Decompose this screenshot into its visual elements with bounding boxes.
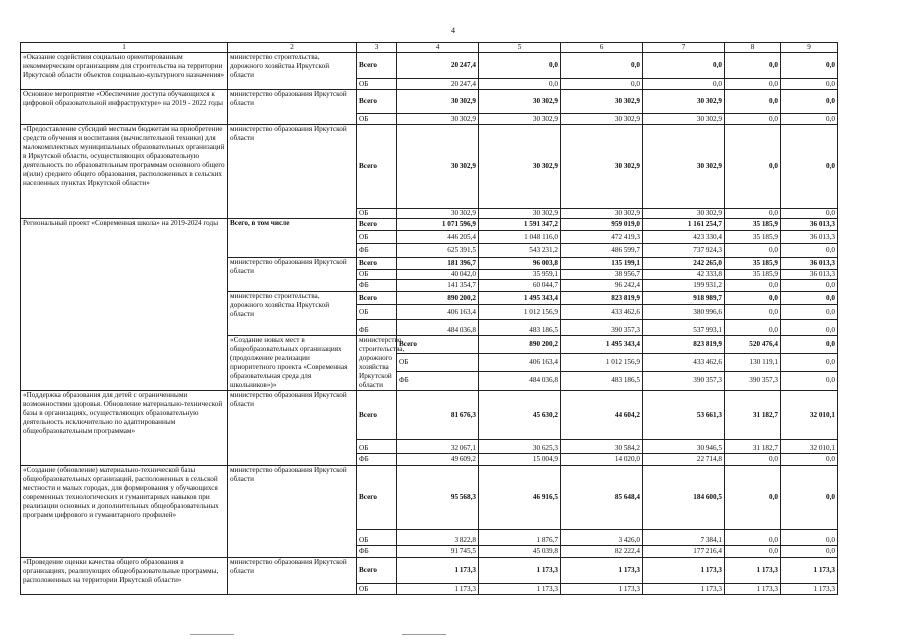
value-cell: 406 163,4	[479, 353, 561, 371]
executor-cell: министерство образования Иркутской области	[228, 258, 357, 292]
value-cell: 30 302,9	[643, 209, 725, 219]
value-cell: 1 173,3	[397, 558, 479, 584]
value-cell: 81 676,3	[397, 391, 479, 440]
value-cell: 130 119,1	[725, 353, 781, 371]
value-cell: 96 003,8	[479, 258, 561, 270]
column-header: 4	[397, 43, 479, 53]
funding-source-cell: ОБ	[357, 584, 397, 595]
value-cell: 918 989,7	[643, 292, 725, 305]
value-cell: 3 822,8	[397, 530, 479, 546]
funding-source-cell: Всего	[397, 336, 479, 354]
value-cell: 625 391,5	[397, 244, 479, 258]
value-cell: 390 357,3	[561, 320, 643, 336]
value-cell: 32 067,1	[397, 440, 479, 454]
value-cell: 184 600,5	[643, 466, 725, 530]
value-cell: 31 182,7	[725, 440, 781, 454]
value-cell: 35 185,9	[725, 270, 781, 280]
value-cell: 0,0	[781, 90, 838, 114]
funding-source-cell: ОБ	[357, 114, 397, 125]
value-cell: 1 591 347,2	[479, 219, 561, 231]
value-cell: 30 302,9	[397, 209, 479, 219]
measure-name-cell: «Поддержка образования для детей с ограниченными возможностями здоровья. Обновление материально-технической базы в организациях, осуществляющих образовательную деятельность исключительно по адаптированным общеобразовательным программам»	[21, 391, 228, 466]
column-header: 1	[21, 43, 228, 53]
value-cell: 1 012 156,9	[479, 305, 561, 320]
funding-source-cell: Всего	[357, 466, 397, 530]
funding-source-cell: Всего	[357, 219, 397, 231]
table-row	[21, 53, 838, 79]
value-cell: 20 247,4	[397, 53, 479, 79]
value-cell: 390 357,3	[643, 371, 725, 390]
value-cell: 32 010,1	[781, 440, 838, 454]
funding-source-cell: Всего	[357, 258, 397, 270]
value-cell: 0,0	[781, 114, 838, 125]
value-cell: 1 173,3	[725, 584, 781, 595]
value-cell: 20 247,4	[397, 79, 479, 90]
value-cell: 1 173,3	[479, 558, 561, 584]
value-cell: 0,0	[725, 90, 781, 114]
value-cell: 0,0	[781, 371, 838, 390]
value-cell: 0,0	[781, 125, 838, 209]
value-cell: 35 959,1	[479, 270, 561, 280]
value-cell: 0,0	[781, 546, 838, 558]
value-cell: 1 071 596,9	[397, 219, 479, 231]
value-cell: 96 242,4	[561, 280, 643, 292]
executor-cell: министерство образования Иркутской области	[228, 125, 357, 219]
value-cell: 1 048 116,0	[479, 231, 561, 244]
value-cell: 0,0	[725, 305, 781, 320]
value-cell: 1 173,3	[561, 584, 643, 595]
funding-source-cell: ФБ	[357, 546, 397, 558]
value-cell: 53 661,3	[643, 391, 725, 440]
value-cell: 30 302,9	[561, 90, 643, 114]
value-cell: 30 302,9	[643, 114, 725, 125]
funding-source-cell: ФБ	[357, 320, 397, 336]
value-cell: 95 568,3	[397, 466, 479, 530]
value-cell: 14 020,0	[561, 454, 643, 466]
value-cell: 890 200,2	[397, 292, 479, 305]
value-cell: 3 426,0	[561, 530, 643, 546]
column-number-row	[21, 43, 838, 53]
value-cell: 35 185,9	[725, 231, 781, 244]
value-cell: 30 302,9	[479, 114, 561, 125]
funding-source-cell: ОБ	[357, 440, 397, 454]
value-cell: 32 010,1	[781, 391, 838, 440]
funding-source-cell: Всего	[357, 558, 397, 584]
column-header: 7	[643, 43, 725, 53]
value-cell: 0,0	[643, 79, 725, 90]
footer-rule	[402, 634, 446, 635]
value-cell: 483 186,5	[561, 371, 643, 390]
value-cell: 30 302,9	[561, 125, 643, 209]
value-cell: 44 604,2	[561, 391, 643, 440]
executor-cell: министерство образования Иркутской области	[228, 558, 357, 595]
value-cell: 390 357,3	[725, 371, 781, 390]
value-cell: 0,0	[725, 466, 781, 530]
value-cell: 0,0	[781, 466, 838, 530]
funding-source-cell: ОБ	[357, 231, 397, 244]
value-cell: 0,0	[725, 125, 781, 209]
value-cell: 0,0	[561, 79, 643, 90]
value-cell: 0,0	[725, 320, 781, 336]
value-cell: 484 036,8	[479, 371, 561, 390]
value-cell: 36 013,3	[781, 270, 838, 280]
value-cell: 40 042,0	[397, 270, 479, 280]
table-row	[21, 125, 838, 209]
value-cell: 0,0	[781, 353, 838, 371]
value-cell: 543 231,2	[479, 244, 561, 258]
funding-source-cell: Всего	[357, 292, 397, 305]
value-cell: 823 819,9	[561, 292, 643, 305]
value-cell: 35 185,9	[725, 258, 781, 270]
value-cell: 0,0	[561, 53, 643, 79]
value-cell: 30 302,9	[479, 125, 561, 209]
value-cell: 135 199,1	[561, 258, 643, 270]
value-cell: 0,0	[781, 305, 838, 320]
value-cell: 0,0	[479, 79, 561, 90]
value-cell: 30 584,2	[561, 440, 643, 454]
column-header: 5	[479, 43, 561, 53]
page-number: 4	[451, 26, 455, 35]
measure-name-cell: «Предоставление субсидий местным бюджетам на приобретение средств обучения и воспитания (вычислительной техники) для малокомплектных муниципальных образовательных организаций в Иркутской области, осуществляющих образовательную деятельность по образовательным программам основного общего и(или) среднего общего образования, расположенных в сельских населенных пунктах Иркутской области»	[21, 125, 228, 219]
value-cell: 483 186,5	[479, 320, 561, 336]
value-cell: 141 354,7	[397, 280, 479, 292]
value-cell: 1 495 343,4	[479, 292, 561, 305]
value-cell: 406 163,4	[397, 305, 479, 320]
value-cell: 0,0	[725, 114, 781, 125]
value-cell: 0,0	[725, 454, 781, 466]
value-cell: 60 044,7	[479, 280, 561, 292]
value-cell: 0,0	[781, 292, 838, 305]
value-cell: 446 205,4	[397, 231, 479, 244]
executor-cell: министерство строительства, дорожного хозяйства Иркутской области	[228, 53, 357, 90]
funding-source-cell: Всего	[357, 125, 397, 209]
value-cell: 36 013,3	[781, 219, 838, 231]
value-cell: 0,0	[781, 336, 838, 354]
funding-source-cell: ОБ	[357, 79, 397, 90]
value-cell: 0,0	[725, 244, 781, 258]
measure-name-cell: «Оказание содействия социально ориентированным некоммерческим организациям для строительства на территории Иркутской области объектов социально-культурного назначения»	[21, 53, 228, 90]
value-cell: 472 419,3	[561, 231, 643, 244]
value-cell: 1 495 343,4	[561, 336, 643, 354]
column-header: 6	[561, 43, 643, 53]
value-cell: 35 185,9	[725, 219, 781, 231]
value-cell: 30 302,9	[479, 90, 561, 114]
value-cell: 0,0	[725, 280, 781, 292]
funding-source-cell: ОБ	[357, 209, 397, 219]
value-cell: 30 302,9	[561, 114, 643, 125]
value-cell: 520 476,4	[725, 336, 781, 354]
value-cell: 0,0	[725, 530, 781, 546]
value-cell: 0,0	[781, 244, 838, 258]
value-cell: 15 004,9	[479, 454, 561, 466]
table-row	[21, 558, 838, 584]
measure-name-cell: «Создание новых мест в общеобразовательных организациях (продолжение реализации приоритетного проекта «Современная образовательная среда для школьников»)»	[228, 336, 357, 391]
value-cell: 36 013,3	[781, 258, 838, 270]
value-cell: 177 216,4	[643, 546, 725, 558]
value-cell: 0,0	[781, 320, 838, 336]
value-cell: 30 946,5	[643, 440, 725, 454]
executor-cell: министерство образования Иркутской области	[228, 466, 357, 558]
value-cell: 242 265,0	[643, 258, 725, 270]
value-cell: 0,0	[725, 546, 781, 558]
value-cell: 433 462,6	[643, 353, 725, 371]
value-cell: 30 302,9	[479, 209, 561, 219]
value-cell: 1 173,3	[781, 558, 838, 584]
value-cell: 486 599,7	[561, 244, 643, 258]
funding-source-cell: ОБ	[397, 353, 479, 371]
value-cell: 423 330,4	[643, 231, 725, 244]
value-cell: 199 931,2	[643, 280, 725, 292]
funding-source-cell: ФБ	[357, 454, 397, 466]
value-cell: 45 630,2	[479, 391, 561, 440]
value-cell: 1 876,7	[479, 530, 561, 546]
value-cell: 82 222,4	[561, 546, 643, 558]
value-cell: 0,0	[725, 79, 781, 90]
column-header: 3	[357, 43, 397, 53]
funding-source-cell: ОБ	[357, 305, 397, 320]
funding-source-cell: ОБ	[357, 270, 397, 280]
table-row	[21, 90, 838, 114]
value-cell: 30 302,9	[397, 90, 479, 114]
measure-name-cell: Основное мероприятие «Обеспечение доступа обучающихся к цифровой образовательной инфраструктуре» на 2019 - 2022 годы	[21, 90, 228, 125]
value-cell: 1 173,3	[397, 584, 479, 595]
value-cell: 91 745,5	[397, 546, 479, 558]
value-cell: 823 819,9	[643, 336, 725, 354]
value-cell: 85 648,4	[561, 466, 643, 530]
value-cell: 1 161 254,7	[643, 219, 725, 231]
value-cell: 380 996,6	[643, 305, 725, 320]
value-cell: 1 173,3	[643, 558, 725, 584]
value-cell: 30 625,3	[479, 440, 561, 454]
value-cell: 484 036,8	[397, 320, 479, 336]
funding-source-cell: ФБ	[357, 244, 397, 258]
value-cell: 38 956,7	[561, 270, 643, 280]
column-header: 8	[725, 43, 781, 53]
table-row	[21, 219, 838, 231]
value-cell: 0,0	[725, 292, 781, 305]
value-cell: 1 173,3	[561, 558, 643, 584]
value-cell: 1 173,3	[725, 558, 781, 584]
executor-cell: министерство образования Иркутской области	[228, 90, 357, 125]
measure-name-cell: Региональный проект «Современная школа» на 2019-2024 годы	[21, 219, 228, 391]
value-cell: 36 013,3	[781, 231, 838, 244]
value-cell: 537 993,1	[643, 320, 725, 336]
value-cell: 0,0	[781, 530, 838, 546]
value-cell: 42 333,8	[643, 270, 725, 280]
footer-rule	[190, 634, 234, 635]
executor-cell: министерство образования Иркутской области	[228, 391, 357, 466]
value-cell: 181 396,7	[397, 258, 479, 270]
value-cell: 0,0	[781, 53, 838, 79]
value-cell: 959 019,0	[561, 219, 643, 231]
funding-source-cell: ФБ	[397, 371, 479, 390]
value-cell: 1 012 156,9	[561, 353, 643, 371]
value-cell: 433 462,6	[561, 305, 643, 320]
value-cell: 30 302,9	[397, 114, 479, 125]
value-cell: 1 173,3	[781, 584, 838, 595]
value-cell: 1 173,3	[479, 584, 561, 595]
funding-source-cell: Всего	[357, 90, 397, 114]
column-header: 9	[781, 43, 838, 53]
value-cell: 30 302,9	[397, 125, 479, 209]
value-cell: 0,0	[781, 79, 838, 90]
value-cell: 0,0	[725, 53, 781, 79]
funding-source-cell: ФБ	[357, 280, 397, 292]
budget-table	[20, 42, 838, 595]
funding-source-cell: Всего	[357, 53, 397, 79]
value-cell: 49 609,2	[397, 454, 479, 466]
executor-cell: министерство строительства, дорожного хозяйства Иркутской области	[228, 292, 357, 336]
value-cell: 0,0	[781, 209, 838, 219]
value-cell: 890 200,2	[479, 336, 561, 354]
measure-name-cell: «Создание (обновление) материально-технической базы общеобразовательных организаций, расположенных в сельской местности и малых городах, для формирования у обучающихся современных технологических и гуманитарных навыков при реализации основных и дополнительных общеобразовательных программ цифрового и гуманитарного профилей»	[21, 466, 228, 558]
value-cell: 30 302,9	[561, 209, 643, 219]
value-cell: 0,0	[479, 53, 561, 79]
value-cell: 0,0	[643, 53, 725, 79]
executor-cell: Всего, в том числе	[228, 219, 357, 258]
value-cell: 1 173,3	[643, 584, 725, 595]
funding-source-cell: Всего	[357, 391, 397, 440]
value-cell: 45 039,8	[479, 546, 561, 558]
value-cell: 0,0	[725, 209, 781, 219]
value-cell: 30 302,9	[643, 90, 725, 114]
funding-source-cell: ОБ	[357, 530, 397, 546]
value-cell: 31 182,7	[725, 391, 781, 440]
measure-name-cell: «Проведение оценки качества общего образования в организациях, реализующих общеобразовательные программы, расположенных на территории Иркутской области»	[21, 558, 228, 595]
value-cell: 0,0	[781, 454, 838, 466]
value-cell: 737 924,3	[643, 244, 725, 258]
column-header: 2	[228, 43, 357, 53]
value-cell: 46 916,5	[479, 466, 561, 530]
value-cell: 30 302,9	[643, 125, 725, 209]
value-cell: 22 714,8	[643, 454, 725, 466]
table-row	[21, 391, 838, 440]
value-cell: 0,0	[781, 280, 838, 292]
value-cell: 7 384,1	[643, 530, 725, 546]
executor-cell: министерство строительства, дорожного хозяйства Иркутской области	[357, 336, 397, 391]
table-row	[21, 466, 838, 530]
